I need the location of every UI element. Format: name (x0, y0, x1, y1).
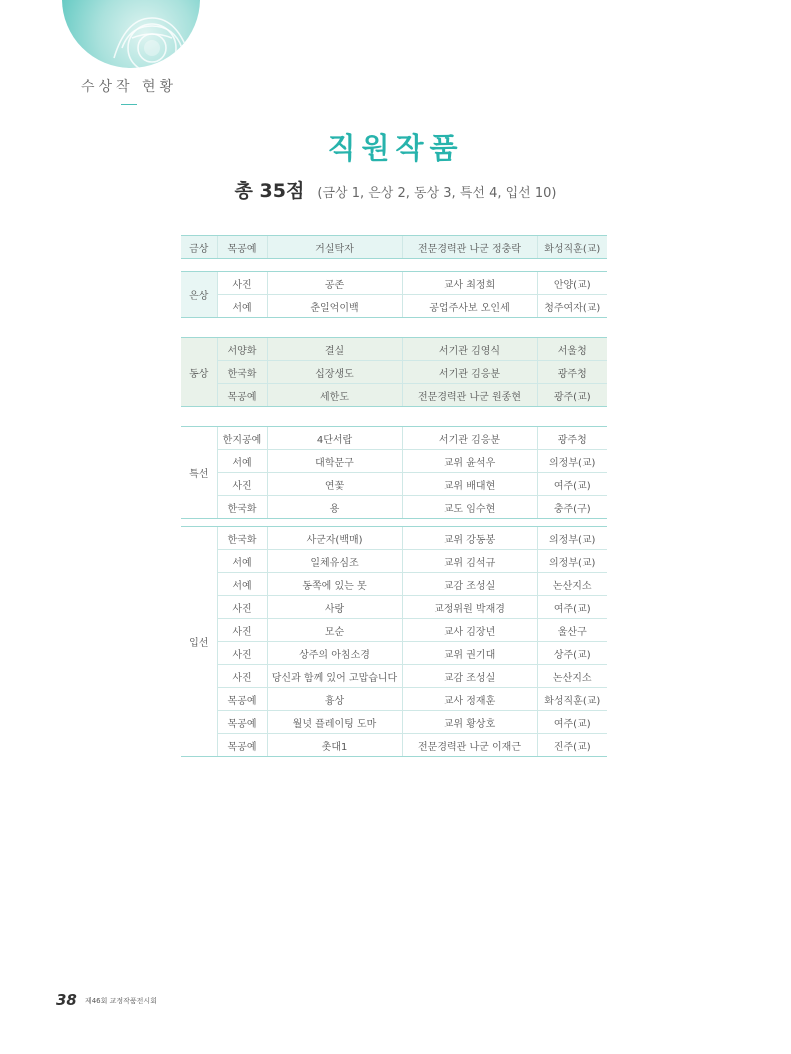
author-cell: 서기관 김영식 (402, 338, 537, 361)
title-cell: 4단서랍 (267, 427, 402, 450)
category-cell: 한지공예 (217, 427, 267, 450)
category-cell: 목공예 (217, 236, 267, 258)
table-bronze (181, 337, 607, 407)
prize-cell: 동상 (181, 338, 217, 406)
category-cell: 목공예 (217, 711, 267, 734)
org-cell: 논산지소 (537, 665, 607, 688)
table-row (181, 550, 607, 573)
category-cell: 사진 (217, 272, 267, 295)
org-cell: 청주여자(교) (537, 295, 607, 318)
table-row (181, 427, 607, 450)
org-cell: 광주청 (537, 427, 607, 450)
publication-name: 제46회 교정작품전시회 (84, 997, 157, 1005)
title-cell: 연꽃 (267, 473, 402, 496)
author-cell: 교감 조성실 (402, 665, 537, 688)
category-cell: 사진 (217, 665, 267, 688)
author-cell: 교정위원 박재경 (402, 596, 537, 619)
category-cell: 목공예 (217, 384, 267, 407)
org-cell: 화성직훈(교) (537, 236, 607, 258)
section-underline (121, 104, 137, 105)
category-cell: 목공예 (217, 688, 267, 711)
table-row (181, 496, 607, 519)
category-cell: 사진 (217, 619, 267, 642)
category-cell: 사진 (217, 473, 267, 496)
org-cell: 의정부(교) (537, 550, 607, 573)
category-cell: 서양화 (217, 338, 267, 361)
author-cell: 서기관 김응분 (402, 361, 537, 384)
category-cell: 한국화 (217, 361, 267, 384)
author-cell: 전문경력관 나군 이재근 (402, 734, 537, 757)
table-row (181, 450, 607, 473)
title-cell: 월넛 플레이팅 도마 (267, 711, 402, 734)
author-cell: 공업주사보 오인세 (402, 295, 537, 318)
title-cell: 일체유심조 (267, 550, 402, 573)
table-row (181, 688, 607, 711)
title-cell: 십장생도 (267, 361, 402, 384)
summary-detail: (금상 1, 은상 2, 동상 3, 특선 4, 입선 10) (317, 186, 557, 201)
prize-cell: 금상 (181, 236, 217, 258)
table-row (181, 361, 607, 384)
table-row (181, 596, 607, 619)
title-cell: 사랑 (267, 596, 402, 619)
table-special (181, 426, 607, 519)
category-cell: 서예 (217, 450, 267, 473)
author-cell: 교도 임수현 (402, 496, 537, 519)
title-cell: 용 (267, 496, 402, 519)
page-number: 38 (56, 991, 77, 1009)
org-cell: 광주(교) (537, 384, 607, 407)
table-row (181, 295, 607, 318)
title-cell: 동쪽에 있는 못 (267, 573, 402, 596)
org-cell: 울산구 (537, 619, 607, 642)
title-cell: 당신과 함께 있어 고맙습니다 (267, 665, 402, 688)
category-cell: 서예 (217, 550, 267, 573)
author-cell: 교위 윤석우 (402, 450, 537, 473)
table-row (181, 236, 607, 258)
org-cell: 진주(교) (537, 734, 607, 757)
org-cell: 안양(교) (537, 272, 607, 295)
org-cell: 여주(교) (537, 711, 607, 734)
title-cell: 모순 (267, 619, 402, 642)
table-row (181, 665, 607, 688)
org-cell: 화성직훈(교) (537, 688, 607, 711)
category-cell: 사진 (217, 596, 267, 619)
decorative-flower-emblem (62, 0, 200, 68)
org-cell: 여주(교) (537, 473, 607, 496)
page-title: 직원작품 (327, 131, 464, 165)
table-row (181, 573, 607, 596)
title-cell: 춘일억이백 (267, 295, 402, 318)
category-cell: 서예 (217, 573, 267, 596)
org-cell: 의정부(교) (537, 527, 607, 550)
title-cell: 대학문구 (267, 450, 402, 473)
table-silver (181, 271, 607, 318)
author-cell: 전문경력관 나군 정충락 (402, 236, 537, 258)
page-footer (56, 990, 157, 1009)
table-row (181, 473, 607, 496)
author-cell: 전문경력관 나군 원종현 (402, 384, 537, 407)
title-cell: 결실 (267, 338, 402, 361)
author-cell: 교위 배대현 (402, 473, 537, 496)
table-gold (181, 235, 607, 259)
title-cell: 세한도 (267, 384, 402, 407)
author-cell: 교사 김장년 (402, 619, 537, 642)
prize-cell: 입선 (181, 527, 217, 756)
title-cell: 촛대1 (267, 734, 402, 757)
title-cell: 사군자(백매) (267, 527, 402, 550)
author-cell: 교위 김석규 (402, 550, 537, 573)
org-cell: 논산지소 (537, 573, 607, 596)
author-cell: 교사 정재훈 (402, 688, 537, 711)
category-cell: 한국화 (217, 527, 267, 550)
title-cell: 공존 (267, 272, 402, 295)
title-cell: 흉상 (267, 688, 402, 711)
author-cell: 교위 권기대 (402, 642, 537, 665)
org-cell: 충주(구) (537, 496, 607, 519)
author-cell: 교사 최정희 (402, 272, 537, 295)
table-row (181, 527, 607, 550)
award-summary (0, 176, 791, 203)
summary-total: 총 35점 (234, 180, 305, 202)
category-cell: 목공예 (217, 734, 267, 757)
title-cell: 상주의 아침소경 (267, 642, 402, 665)
table-row (181, 619, 607, 642)
org-cell: 서울청 (537, 338, 607, 361)
category-cell: 서예 (217, 295, 267, 318)
org-cell: 광주청 (537, 361, 607, 384)
org-cell: 상주(교) (537, 642, 607, 665)
table-row (181, 384, 607, 407)
category-cell: 한국화 (217, 496, 267, 519)
author-cell: 교위 황상호 (402, 711, 537, 734)
category-cell: 사진 (217, 642, 267, 665)
section-label: 수상작 현황 (80, 79, 178, 95)
author-cell: 교감 조성실 (402, 573, 537, 596)
prize-cell: 은상 (181, 272, 217, 317)
title-cell: 거실탁자 (267, 236, 402, 258)
org-cell: 의정부(교) (537, 450, 607, 473)
org-cell: 여주(교) (537, 596, 607, 619)
table-row (181, 642, 607, 665)
table-row (181, 272, 607, 295)
table-select (181, 526, 607, 757)
prize-cell: 특선 (181, 427, 217, 518)
table-row (181, 711, 607, 734)
table-row (181, 734, 607, 757)
author-cell: 서기관 김응분 (402, 427, 537, 450)
author-cell: 교위 강동봉 (402, 527, 537, 550)
table-row (181, 338, 607, 361)
